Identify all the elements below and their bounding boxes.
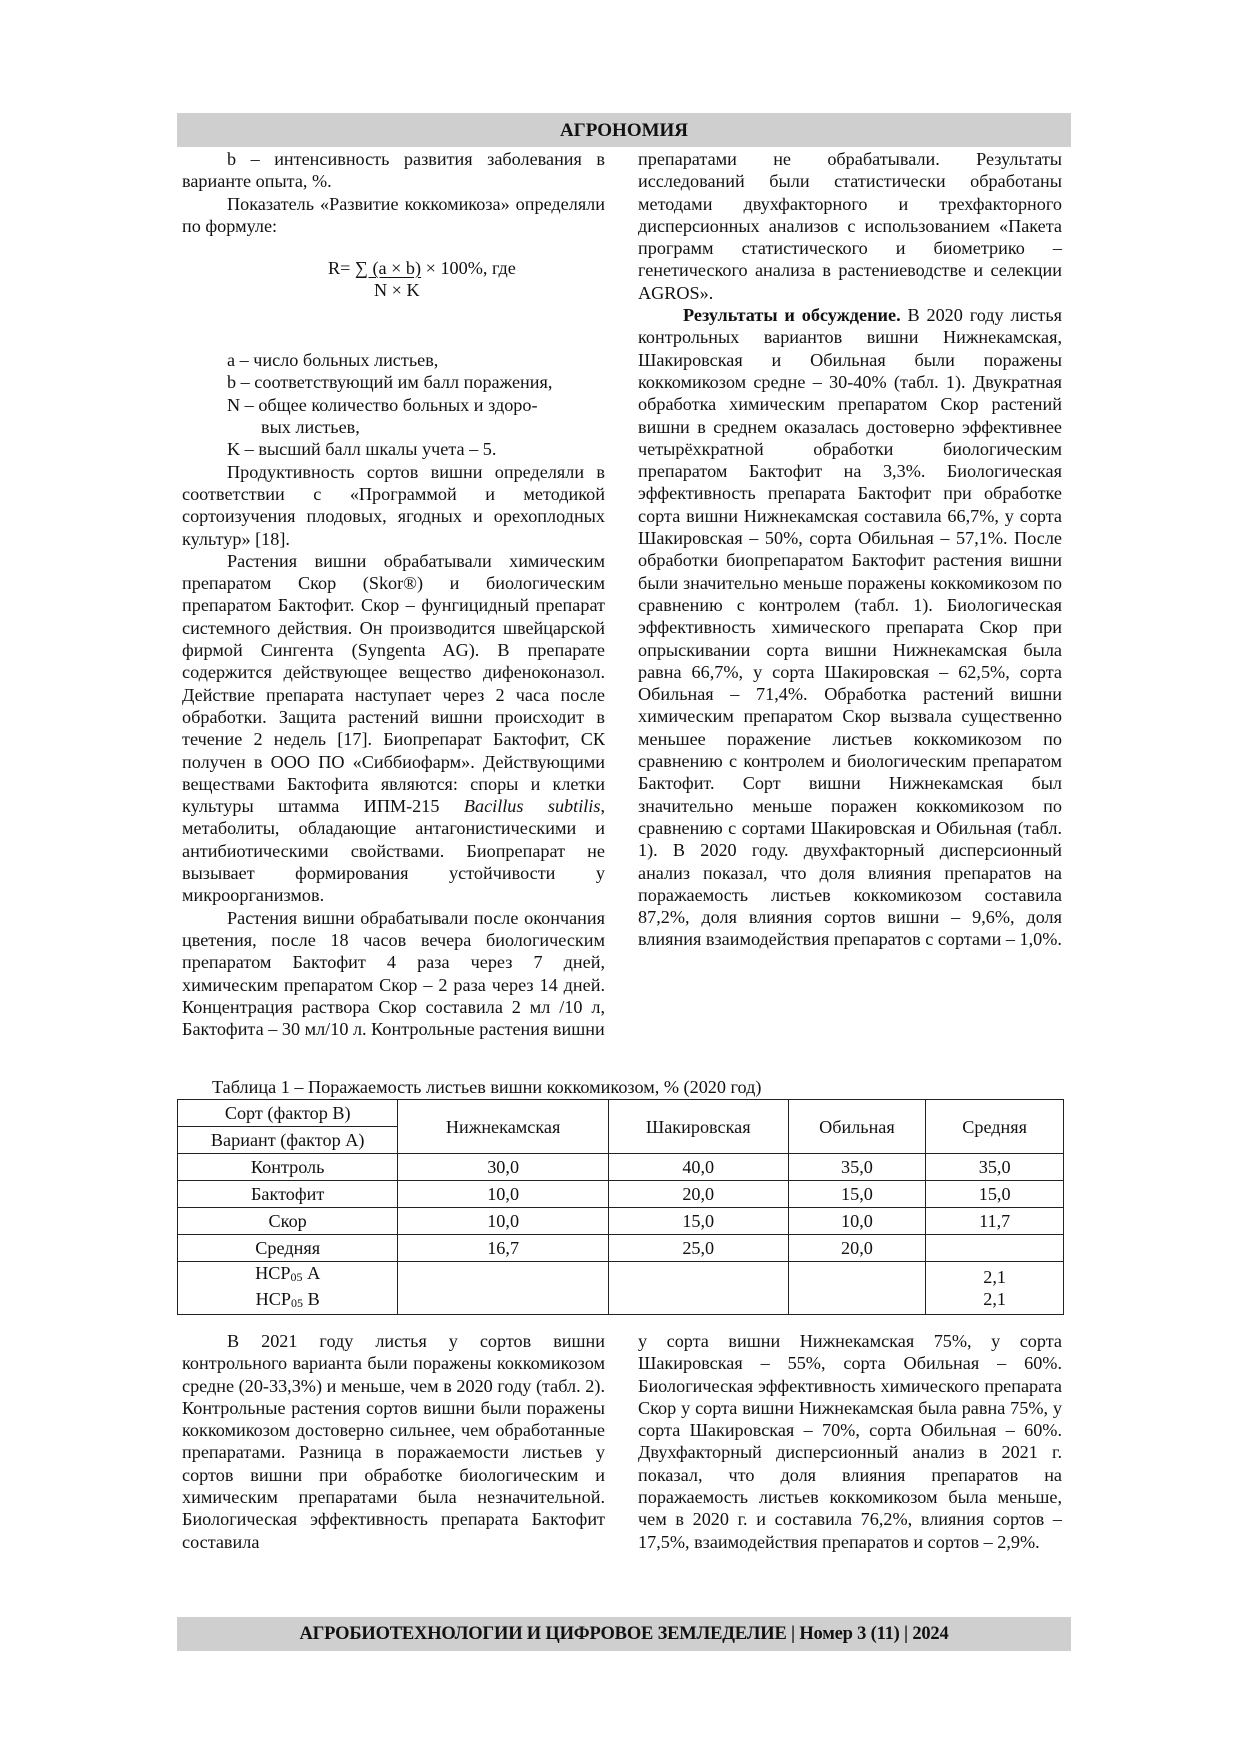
table-cell — [926, 1235, 1064, 1262]
table-cell: 25,0 — [608, 1235, 788, 1262]
stub-header-variety: Сорт (фактор В) — [178, 1100, 398, 1127]
row-label: Средняя — [178, 1235, 398, 1262]
bottom-right-column — [638, 1330, 1062, 1553]
table-cell: 35,0 — [788, 1154, 926, 1181]
lsd-subscript: 05 — [290, 1270, 303, 1284]
table-cell: 10,0 — [788, 1208, 926, 1235]
lsd-factor: В — [303, 1289, 320, 1309]
section-title: АГРОНОМИЯ — [559, 120, 689, 141]
formula-rest: × 100%, где — [421, 258, 516, 279]
bottom-left-column — [182, 1330, 605, 1553]
paragraph: b – интенсивность развития заболевания в варианте опыта, %. — [182, 149, 605, 192]
legend-item: a – число больных листьев, — [227, 350, 439, 371]
table-header-row — [178, 1100, 1064, 1127]
results-table — [177, 1099, 1064, 1315]
formula-lhs: R= — [328, 258, 355, 279]
lsd-value-a: 2,1 — [983, 1267, 1006, 1287]
species-name: Bacillus subtilis — [463, 796, 601, 817]
paragraph: у сорта вишни Нижнекамская 75%, у сорта Шакировская – 55%, сорта Обильная – 60%. Биологическая эффективность химического препарата Скор у сорта вишни Нижнекамская была равна 75%, у сорта Шакировская – 70%, сорта Обильная – 60%. Двухфакторный дисперсионный анализ в 2021 г. показал, что доля влияния препаратов на поражаемость листьев коккомикозом была меньше, чем в 2020 г. и составила 76,2%, влияния сортов – 17,5%, взаимодействия препаратов и сортов – 2,9%. — [638, 1331, 1062, 1552]
formula — [182, 243, 605, 331]
table-cell — [788, 1262, 926, 1315]
stub-header-variant: Вариант (фактор А) — [178, 1127, 398, 1154]
row-label-lsd — [178, 1262, 398, 1315]
section-heading: Результаты и обсуждение. — [683, 305, 901, 326]
table-row — [178, 1208, 1064, 1235]
paragraph — [638, 304, 1062, 951]
table-cell: 40,0 — [608, 1154, 788, 1181]
table-cell — [608, 1262, 788, 1315]
legend-item: вых листьев, — [261, 417, 360, 438]
row-label: Контроль — [178, 1154, 398, 1181]
lsd-subscript: 05 — [291, 1296, 304, 1310]
lsd-value-b: 2,1 — [983, 1289, 1006, 1309]
table-cell: 20,0 — [788, 1235, 926, 1262]
table-cell: 11,7 — [926, 1208, 1064, 1235]
table-row — [178, 1154, 1064, 1181]
legend-item: K – высший балл шкалы учета – 5. — [227, 439, 497, 460]
table-caption: Таблица 1 – Поражаемость листьев вишни коккомикозом, % (2020 год) — [212, 1077, 762, 1097]
journal-footer — [177, 1617, 1071, 1651]
column-header: Обильная — [788, 1100, 926, 1154]
table-row-lsd — [178, 1262, 1064, 1315]
table-cell: 15,0 — [788, 1181, 926, 1208]
formula-numerator: ∑ (a × b) — [354, 258, 422, 279]
lsd-factor: А — [302, 1263, 321, 1283]
text-run: , метаболиты, обладающие антагонистическими и антибиотическими свойствами. Биопрепарат не вызывает формирования устойчивости у микроорганизмов. — [182, 796, 605, 906]
table-cell — [398, 1262, 609, 1315]
table-cell: 16,7 — [398, 1235, 609, 1262]
section-header — [177, 113, 1071, 147]
column-header: Нижнекамская — [398, 1100, 609, 1154]
left-column — [182, 148, 605, 1040]
table-row — [178, 1235, 1064, 1262]
right-column — [638, 148, 1062, 951]
table-cell: 15,0 — [608, 1208, 788, 1235]
row-label: Бактофит — [178, 1181, 398, 1208]
paragraph: Показатель «Развитие коккомикоза» определяли по формуле: — [182, 193, 605, 236]
column-header: Средняя — [926, 1100, 1064, 1154]
table-cell: 35,0 — [926, 1154, 1064, 1181]
lsd-label-a — [178, 1262, 397, 1288]
formula-denominator: N × K — [374, 280, 420, 301]
table-cell: 30,0 — [398, 1154, 609, 1181]
text-run: Растения вишни обрабатывали химическим препаратом Скор (Skor®) и биологическим препаратом Бактофит. Скор – фунгицидный препарат системного действия. Он производится швейцарской фирмой Сингента (Syngenta AG). В препарате содержится действующее вещество дифеноконазол. Действие препарата наступает через 2 часа после обработки. Защита растений вишни происходит в течение 2 недель [17]. Биопрепарат Бактофит, СК получен в ООО ПО «Сиббиофарм». Действующими веществами Бактофита являются: споры и клетки культуры штамма ИПМ-215 — [182, 550, 605, 817]
paragraph: В 2021 году листья у сортов вишни контрольного варианта были поражены коккомикозом средне (20-33,3%) и меньше, чем в 2020 году (табл. 2). Контрольные растения сортов вишни были поражены коккомикозом достоверно сильнее, чем обработанные препаратами. Разница в поражаемости листьев у сортов вишни при обработке биологическим и химическим препаратами была незначительной. Биологическая эффективность препарата Бактофит составила — [182, 1331, 605, 1552]
lsd-label-text: НСР — [255, 1289, 292, 1309]
table-row — [178, 1181, 1064, 1208]
paragraph: препаратами не обрабатывали. Результаты исследований были статистически обработаны методами двухфакторного и трехфакторного дисперсионных анализов с использованием «Пакета программ статистического и биометрико – генетического анализа в растениеводстве и селекции AGROS». — [638, 149, 1062, 303]
text-run: В 2020 году листья контрольных вариантов вишни Нижнекамская, Шакировская и Обильная были поражены коккомикозом средне – 30-40% (табл. 1). Двукратная обработка химическим препаратом Скор растений вишни в среднем оказалась достоверно эффективнее четырёхкратной обработки биологическим препаратом Бактофит на 3,3%. Биологическая эффективность препарата Бактофит при обработке сорта вишни Нижнекамская составила 66,7%, у сорта Шакировская – 50%, сорта Обильная – 57,1%. После обработки биопрепаратом Бактофит растения вишни были значительно меньше поражены коккомикозом по сравнению с контролем (табл. 1). Биологическая эффективность химического препарата Скор при опрыскивании сорта вишни Нижнекамская была равна 66,7%, у сорта Шакировская – 62,5%, сорта Обильная – 71,4%. Обработка растений вишни химическим препаратом Скор вызвала существенно меньшее поражение листьев коккомикозом по сравнению с контролем и биологическим препаратом Бактофит. Сорт вишни Нижнекамская был значительно меньше поражен коккомикозом по сравнению с сортами Шакировская и Обильная (табл. 1). В 2020 году. двухфакторный дисперсионный анализ показал, что доля влияния препаратов на поражаемость листьев коккомикозом составила 87,2%, доля влияния сортов вишни – 9,6%, доля влияния взаимодействия препаратов с сортами – 1,0%. — [638, 305, 1062, 950]
table-cell: 10,0 — [398, 1208, 609, 1235]
lsd-values — [926, 1262, 1064, 1315]
legend-item: b – соответствующий им балл поражения, — [227, 372, 553, 393]
row-label: Скор — [178, 1208, 398, 1235]
table-cell: 20,0 — [608, 1181, 788, 1208]
paragraph: Продуктивность сортов вишни определяли в соответствии с «Программой и методикой сортоизучения плодовых, ягодных и орехоплодных культур» [18]. — [182, 461, 605, 549]
lsd-label-b — [178, 1288, 397, 1314]
legend-item: N – общее количество больных и здоро- — [227, 394, 538, 415]
column-header: Шакировская — [608, 1100, 788, 1154]
journal-title: АГРОБИОТЕХНОЛОГИИ И ЦИФРОВОЕ ЗЕМЛЕДЕЛИЕ | Номер 3 (11) | 2024 — [299, 1624, 949, 1644]
table-cell: 15,0 — [926, 1181, 1064, 1208]
formula-numerator-line — [328, 257, 516, 279]
paragraph — [182, 550, 605, 907]
variable-legend — [182, 349, 605, 460]
table-cell: 10,0 — [398, 1181, 609, 1208]
paragraph: Растения вишни обрабатывали после окончания цветения, после 18 часов вечера биологическим препаратом Бактофит 4 раза через 7 дней, химическим препаратом Скор – 2 раза через 14 дней. Концентрация раствора Скор составила 2 мл /10 л, Бактофита – 30 мл/10 л. Контрольные растения вишни — [182, 907, 605, 1040]
lsd-label-text: НСР — [255, 1263, 291, 1283]
